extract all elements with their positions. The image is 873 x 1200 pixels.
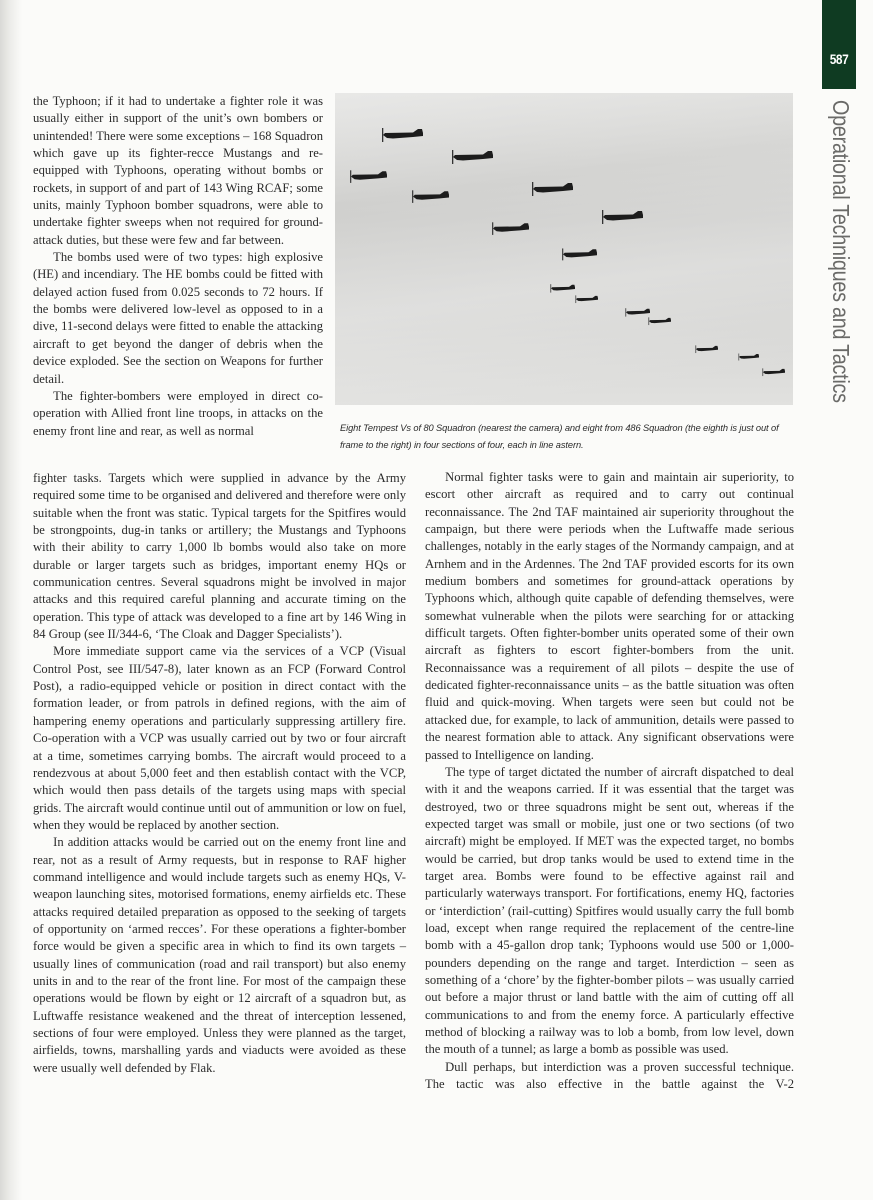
aircraft-silhouette (550, 284, 575, 292)
running-head-text: Operational Techniques and Tactics (828, 100, 854, 403)
aircraft-silhouette (382, 128, 423, 142)
paragraph: the Typhoon; if it had to undertake a fighter role it was usually either in support of the unit’s own bombers or unintended! There were some exceptions – 168 Squadron which gave up its fighter-recce Mustangs and re-equipped with Typhoons, operating without bombs or rockets, in support of and part of 143 Wing RCAF; some units, mainly Typhoon bomber squadrons, were able to undertake fighter sweeps when not required for ground-attack duties, but these were few and far between. (33, 94, 323, 247)
aircraft-silhouette (625, 308, 650, 316)
aircraft-silhouette (575, 295, 598, 303)
paragraph: In addition attacks would be carried out on the enemy front line and rear, not as a result of Army requests, but in response to RAF higher command intelligence and would include targets such as enemy HQs, V-weapon launching sites, motorised formations, enemy airfields etc. These attacks required detailed preparation as opposed to the seeking of targets of opportunity on ‘armed recces’. For these operations a fighter-bomber force would be given a specific area in which to find its own targets – usually lines of communication (road and rail transport) but also enemy units in and to the rear of the front line. For most of the campaign these operations would be flown by eight or 12 aircraft of a squadron but, as Luftwaffe resistance weakened and the threat of interception lessened, sections of four were employed. Unless they were planned as the target, airfields, towns, marshalling yards and viaducts were avoided as these were usually well defended by Flak. (33, 835, 406, 1075)
page-gutter-shadow (0, 0, 22, 1200)
aircraft-silhouette (492, 222, 529, 235)
paragraph: fighter tasks. Targets which were supplied in advance by the Army required some time to be organised and delivered and therefore were only suitable when the front was static. Typical targets for the Spitfires would be strongpoints, dug-in tanks or artillery; the Mustangs and Typhoons with their ability to carry 1,000 lb bombs would also take on more durable or larger targets such as bridges, important enemy HQs or communication centres. Several squadrons might be involved in major attacks and this required careful planning and accurate timing on the operation. This type of attack was developed to a fine art by 146 Wing in 84 Group (see II/344-6, ‘The Cloak and Dagger Specialists’). (33, 471, 406, 642)
paragraph: Normal fighter tasks were to gain and maintain air superiority, to escort other aircraft as required and to carry out continual reconnaissance. The 2nd TAF maintained air superiority throughout the campaign, but there were periods when the Luftwaffe made serious challenges, notably in the early stages of the Normandy campaign, and at Arnhem and in the Ardennes. The 2nd TAF provided escorts for its own medium bombers and sometimes for ground-attack operations by Typhoons which, although quite capable of defending themselves, were somewhat vulnerable when the pilots were searching for or attacking difficult targets. Often fighter-bomber units operated some of their own aircraft as fighters to escort fighter-bombers from the unit. Reconnaissance was a requirement of all pilots – despite the use of dedicated fighter-reconnaissance units – as the battle situation was often fluid and quick-moving. When targets were seen but could not be attacked due, for example, to lack of ammunition, details were passed to the nearest formation able to attack. Any significant observations were passed to Intelligence on landing. (425, 470, 794, 762)
aircraft-silhouette (602, 210, 643, 224)
left-column-bottom (33, 470, 406, 1077)
paragraph: The type of target dictated the number of aircraft dispatched to deal with it and the weapons carried. If it was essential that the target was destroyed, two or three squadrons might be sent out, whereas if the expected target was small or mobile, just one or two sections (of two aircraft) might be employed. If MET was the expected target, no bombs would be carried, but drop tanks would be used to extend time in the target area. Bombs were found to be effective against rail and particularly waterways transport. For fortifications, enemy HQ, factories or ‘interdiction’ (rail-cutting) Spitfires would usually carry the full bomb load, except when range required the replacement of the centre-line bomb with a 45-gallon drop tank; Typhoons would use 500 or 1,000-pounders depending on the range and target. Interdiction – seen as something of a ‘chore’ by the fighter-bomber pilots – was usually carried out before a major thrust or land battle with the aim of cutting off all communications to and from the enemy force. A particularly effective method of blocking a railway was to lob a bomb, from low level, down the mouth of a tunnel; as large a bomb as possible was used. (425, 764, 794, 1057)
aircraft-silhouette (695, 345, 718, 353)
paragraph: The bombs used were of two types: high explosive (HE) and incendiary. The HE bombs could be fitted with delayed action fused from 0.025 seconds to 72 hours. If the bombs were delivered low-level as opposed to in a dive, 11-second delays were fitted to enable the attacking aircraft to get beyond the danger of debris when the device exploded. See the section on Weapons for further detail. (33, 250, 323, 386)
photo-caption: Eight Tempest Vs of 80 Squadron (nearest the camera) and eight from 486 Squadron (the eighth is just out of frame to the right) in four sections of four, each in line astern. (340, 423, 779, 450)
aircraft-silhouette (452, 150, 493, 164)
left-column-top (33, 93, 323, 440)
paragraph: More immediate support came via the services of a VCP (Visual Control Post, see III/547-8), later known as an FCP (Forward Control Post), a radio-equipped vehicle or position in direct contact with the formation leader, or from patrols in defined regions, with the aim of hampering enemy operations and particularly suppressing artillery fire. Co-operation with a VCP was usually carried out by two or four aircraft at a time, sometimes carrying bombs. The aircraft would proceed to a rendezvous at about 5,000 feet and then establish contact with the VCP, which would then pass details of the targets using maps with special grids. The aircraft would continue until out of ammunition or low on fuel, when they would be replaced by another section. (33, 644, 406, 832)
page-number: 587 (829, 51, 849, 67)
aircraft-silhouette (739, 354, 760, 361)
aircraft-silhouette (350, 170, 387, 183)
paragraph: Dull perhaps, but interdiction was a proven successful technique. The tactic was also effective in the battle against the V-2 (425, 1059, 794, 1092)
aircraft-silhouette (762, 368, 785, 376)
aircraft-formation-photo (335, 93, 793, 405)
aircraft-silhouette (412, 190, 449, 203)
right-column (425, 469, 794, 1093)
aircraft-silhouette (648, 317, 671, 325)
aircraft-silhouette (532, 182, 573, 196)
running-head (826, 100, 854, 470)
page-number-tab (822, 0, 856, 89)
aircraft-formation-illustration (335, 93, 793, 405)
paragraph: The fighter-bombers were employed in direct co-operation with Allied front line troops, in attacks on the enemy front line and rear, as well as normal (33, 388, 323, 438)
aircraft-silhouette (562, 248, 597, 260)
